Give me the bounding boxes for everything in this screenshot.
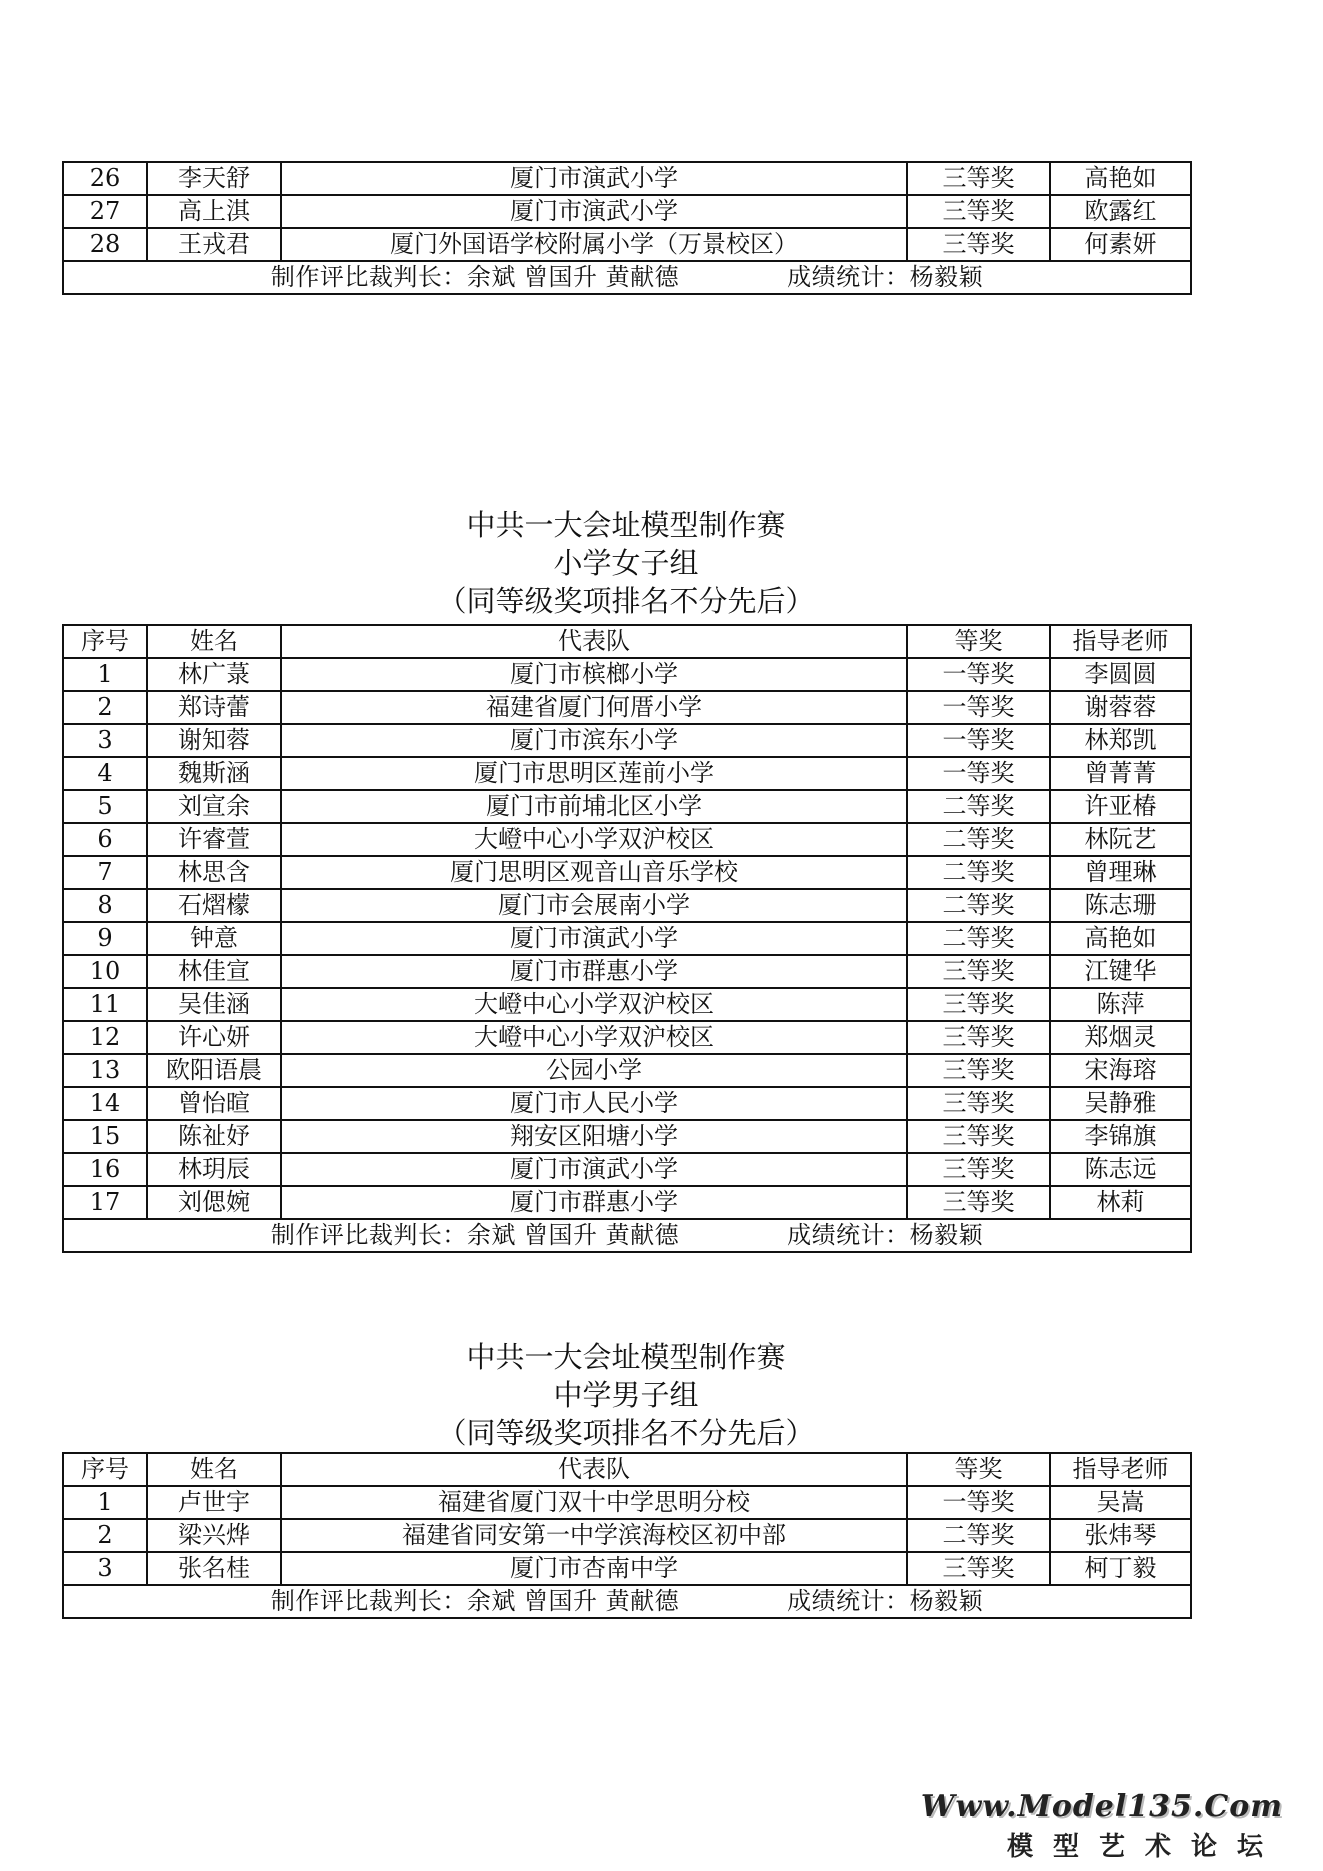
teacher-cell: 高艳如	[1050, 162, 1191, 195]
name-cell: 林玥辰	[147, 1153, 281, 1186]
table-row	[63, 955, 1191, 988]
column-header: 姓名	[147, 1453, 281, 1486]
table-row	[63, 988, 1191, 1021]
table-row	[63, 922, 1191, 955]
name-cell: 林广菉	[147, 658, 281, 691]
watermark	[921, 1789, 1283, 1863]
table-header-row	[63, 625, 1191, 658]
rank-cell: 8	[63, 889, 147, 922]
column-header: 指导老师	[1050, 625, 1191, 658]
table-row	[63, 1021, 1191, 1054]
team-cell: 福建省厦门何厝小学	[281, 691, 907, 724]
award-cell: 一等奖	[907, 691, 1050, 724]
award-cell: 一等奖	[907, 757, 1050, 790]
footer-row	[63, 261, 1191, 294]
table-row	[63, 1120, 1191, 1153]
rank-cell: 6	[63, 823, 147, 856]
competition-title: 中共一大会址模型制作赛	[466, 508, 786, 542]
name-cell: 林思含	[147, 856, 281, 889]
footer-row	[63, 1219, 1191, 1252]
name-cell: 梁兴烨	[147, 1519, 281, 1552]
name-cell: 欧阳语晨	[147, 1054, 281, 1087]
teacher-cell: 陈志珊	[1050, 889, 1191, 922]
teacher-cell: 吴静雅	[1050, 1087, 1191, 1120]
rank-cell: 1	[63, 658, 147, 691]
award-cell: 三等奖	[907, 955, 1050, 988]
name-cell: 王戎君	[147, 228, 281, 261]
table-row	[63, 1087, 1191, 1120]
team-cell: 大嶝中心小学双沪校区	[281, 988, 907, 1021]
teacher-cell: 高艳如	[1050, 922, 1191, 955]
teacher-cell: 李圆圆	[1050, 658, 1191, 691]
teacher-cell: 李锦旗	[1050, 1120, 1191, 1153]
team-cell: 公园小学	[281, 1054, 907, 1087]
table-row	[63, 889, 1191, 922]
team-cell: 厦门市演武小学	[281, 1153, 907, 1186]
name-cell: 许心妍	[147, 1021, 281, 1054]
rank-cell: 26	[63, 162, 147, 195]
column-header: 姓名	[147, 625, 281, 658]
team-cell: 厦门市前埔北区小学	[281, 790, 907, 823]
results-table-middle-boys	[62, 1452, 1192, 1619]
column-header: 序号	[63, 1453, 147, 1486]
results-table-primary-girls	[62, 624, 1192, 1253]
table-body	[63, 1453, 1191, 1618]
table-row	[63, 195, 1191, 228]
judges-text: 制作评比裁判长：余斌 曾国升 黄献德	[270, 1221, 680, 1249]
teacher-cell: 谢蓉蓉	[1050, 691, 1191, 724]
team-cell: 厦门市会展南小学	[281, 889, 907, 922]
statistics-text: 成绩统计：杨毅颖	[787, 263, 984, 291]
table-row	[63, 790, 1191, 823]
award-cell: 二等奖	[907, 889, 1050, 922]
table-header-row	[63, 1453, 1191, 1486]
name-cell: 刘宣余	[147, 790, 281, 823]
award-cell: 三等奖	[907, 1186, 1050, 1219]
table-row	[63, 724, 1191, 757]
award-cell: 三等奖	[907, 228, 1050, 261]
award-cell: 一等奖	[907, 724, 1050, 757]
award-cell: 二等奖	[907, 823, 1050, 856]
name-cell: 吴佳涵	[147, 988, 281, 1021]
award-cell: 三等奖	[907, 1552, 1050, 1585]
column-header: 序号	[63, 625, 147, 658]
name-cell: 陈祉妤	[147, 1120, 281, 1153]
teacher-cell: 郑烟灵	[1050, 1021, 1191, 1054]
rank-cell: 5	[63, 790, 147, 823]
name-cell: 钟意	[147, 922, 281, 955]
rank-cell: 9	[63, 922, 147, 955]
rank-cell: 4	[63, 757, 147, 790]
table-body	[63, 162, 1191, 294]
table-row	[63, 823, 1191, 856]
group-title: 小学女子组	[553, 546, 699, 580]
team-cell: 厦门市演武小学	[281, 162, 907, 195]
team-cell: 厦门市群惠小学	[281, 955, 907, 988]
table-row	[63, 1552, 1191, 1585]
rank-cell: 3	[63, 1552, 147, 1585]
name-cell: 石熠檬	[147, 889, 281, 922]
rank-cell: 10	[63, 955, 147, 988]
award-cell: 三等奖	[907, 1087, 1050, 1120]
table-row	[63, 1486, 1191, 1519]
table-row	[63, 1054, 1191, 1087]
award-cell: 三等奖	[907, 1153, 1050, 1186]
name-cell: 高上淇	[147, 195, 281, 228]
ranking-note: （同等级奖项排名不分先后）	[437, 1416, 815, 1450]
team-cell: 厦门市人民小学	[281, 1087, 907, 1120]
group-title: 中学男子组	[553, 1378, 699, 1412]
name-cell: 刘偲婉	[147, 1186, 281, 1219]
table-row	[63, 1153, 1191, 1186]
name-cell: 许睿萱	[147, 823, 281, 856]
rank-cell: 14	[63, 1087, 147, 1120]
teacher-cell: 曾理琳	[1050, 856, 1191, 889]
column-header: 等奖	[907, 1453, 1050, 1486]
footer-cell	[63, 1219, 1191, 1252]
footer-cell	[63, 261, 1191, 294]
rank-cell: 7	[63, 856, 147, 889]
award-cell: 三等奖	[907, 1054, 1050, 1087]
rank-cell: 15	[63, 1120, 147, 1153]
teacher-cell: 陈志远	[1050, 1153, 1191, 1186]
rank-cell: 12	[63, 1021, 147, 1054]
rank-cell: 2	[63, 691, 147, 724]
team-cell: 大嶝中心小学双沪校区	[281, 1021, 907, 1054]
teacher-cell: 吴嵩	[1050, 1486, 1191, 1519]
team-cell: 翔安区阳塘小学	[281, 1120, 907, 1153]
rank-cell: 11	[63, 988, 147, 1021]
table-row	[63, 1186, 1191, 1219]
watermark-forum: 模型艺术论坛	[1006, 1832, 1283, 1862]
award-cell: 三等奖	[907, 1120, 1050, 1153]
award-cell: 一等奖	[907, 1486, 1050, 1519]
rank-cell: 17	[63, 1186, 147, 1219]
section-title-primary-girls	[62, 506, 1190, 620]
team-cell: 福建省厦门双十中学思明分校	[281, 1486, 907, 1519]
column-header: 代表队	[281, 1453, 907, 1486]
name-cell: 张名桂	[147, 1552, 281, 1585]
table-row	[63, 658, 1191, 691]
award-cell: 二等奖	[907, 856, 1050, 889]
statistics-text: 成绩统计：杨毅颖	[787, 1587, 984, 1615]
results-table-continued	[62, 161, 1192, 295]
name-cell: 曾怡暄	[147, 1087, 281, 1120]
award-cell: 二等奖	[907, 922, 1050, 955]
team-cell: 厦门市演武小学	[281, 922, 907, 955]
team-cell: 厦门市滨东小学	[281, 724, 907, 757]
team-cell: 大嶝中心小学双沪校区	[281, 823, 907, 856]
teacher-cell: 何素妍	[1050, 228, 1191, 261]
name-cell: 李天舒	[147, 162, 281, 195]
judges-text: 制作评比裁判长：余斌 曾国升 黄献德	[270, 1587, 680, 1615]
team-cell: 厦门市演武小学	[281, 195, 907, 228]
name-cell: 卢世宇	[147, 1486, 281, 1519]
award-cell: 二等奖	[907, 790, 1050, 823]
team-cell: 厦门市群惠小学	[281, 1186, 907, 1219]
section-title-middle-boys	[62, 1338, 1190, 1452]
teacher-cell: 张炜琴	[1050, 1519, 1191, 1552]
award-cell: 二等奖	[907, 1519, 1050, 1552]
table-row	[63, 856, 1191, 889]
column-header: 指导老师	[1050, 1453, 1191, 1486]
team-cell: 厦门市槟榔小学	[281, 658, 907, 691]
table-row	[63, 162, 1191, 195]
name-cell: 谢知蓉	[147, 724, 281, 757]
team-cell: 厦门思明区观音山音乐学校	[281, 856, 907, 889]
rank-cell: 3	[63, 724, 147, 757]
table-row	[63, 228, 1191, 261]
award-cell: 三等奖	[907, 1021, 1050, 1054]
table-row	[63, 1519, 1191, 1552]
footer-row	[63, 1585, 1191, 1618]
teacher-cell: 林郑凯	[1050, 724, 1191, 757]
rank-cell: 16	[63, 1153, 147, 1186]
rank-cell: 2	[63, 1519, 147, 1552]
table-row	[63, 691, 1191, 724]
teacher-cell: 欧露红	[1050, 195, 1191, 228]
award-cell: 三等奖	[907, 162, 1050, 195]
competition-title: 中共一大会址模型制作赛	[466, 1340, 786, 1374]
award-cell: 三等奖	[907, 195, 1050, 228]
teacher-cell: 林莉	[1050, 1186, 1191, 1219]
team-cell: 福建省同安第一中学滨海校区初中部	[281, 1519, 907, 1552]
teacher-cell: 陈萍	[1050, 988, 1191, 1021]
team-cell: 厦门市杏南中学	[281, 1552, 907, 1585]
team-cell: 厦门外国语学校附属小学（万景校区）	[281, 228, 907, 261]
teacher-cell: 江键华	[1050, 955, 1191, 988]
teacher-cell: 宋海瑢	[1050, 1054, 1191, 1087]
teacher-cell: 林阮艺	[1050, 823, 1191, 856]
name-cell: 郑诗蕾	[147, 691, 281, 724]
award-cell: 一等奖	[907, 658, 1050, 691]
column-header: 等奖	[907, 625, 1050, 658]
team-cell: 厦门市思明区莲前小学	[281, 757, 907, 790]
watermark-site: Www.Model135.Com	[920, 1789, 1283, 1824]
table-body	[63, 625, 1191, 1252]
name-cell: 魏斯涵	[147, 757, 281, 790]
teacher-cell: 曾菁菁	[1050, 757, 1191, 790]
teacher-cell: 许亚椿	[1050, 790, 1191, 823]
rank-cell: 1	[63, 1486, 147, 1519]
name-cell: 林佳宣	[147, 955, 281, 988]
table-row	[63, 757, 1191, 790]
column-header: 代表队	[281, 625, 907, 658]
statistics-text: 成绩统计：杨毅颖	[787, 1221, 984, 1249]
rank-cell: 27	[63, 195, 147, 228]
judges-text: 制作评比裁判长：余斌 曾国升 黄献德	[270, 263, 680, 291]
teacher-cell: 柯丁毅	[1050, 1552, 1191, 1585]
rank-cell: 28	[63, 228, 147, 261]
rank-cell: 13	[63, 1054, 147, 1087]
ranking-note: （同等级奖项排名不分先后）	[437, 584, 815, 618]
footer-cell	[63, 1585, 1191, 1618]
award-cell: 三等奖	[907, 988, 1050, 1021]
